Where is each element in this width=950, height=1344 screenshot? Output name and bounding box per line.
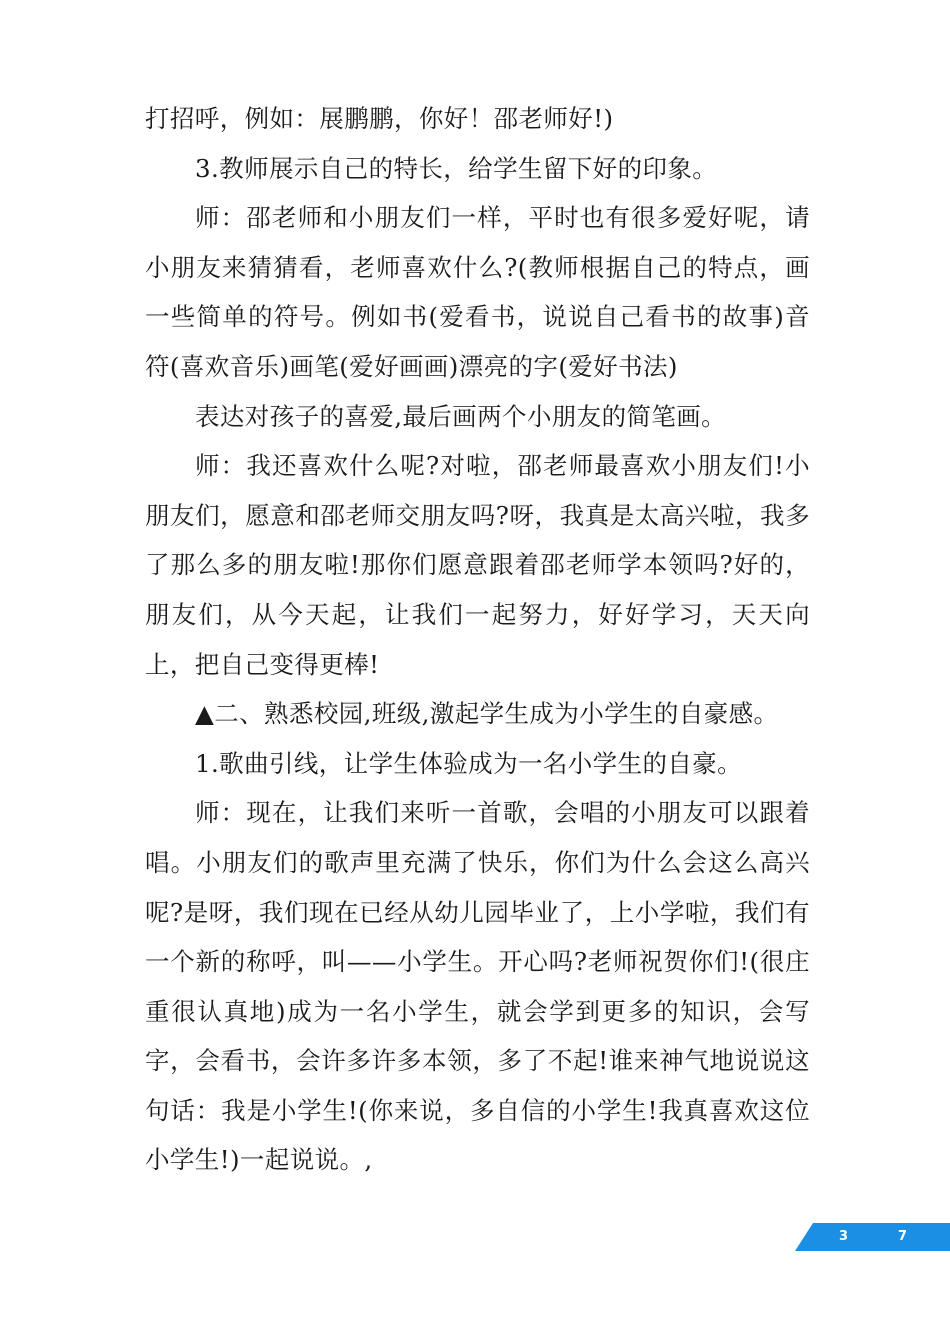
paragraph: 师：现在，让我们来听一首歌，会唱的小朋友可以跟着唱。小朋友们的歌声里充满了快乐，你们为什么会这么高兴呢?是呀，我们现在已经从幼儿园毕业了，上小学啦，我们有一个新的称呼，叫——小学生。开心吗?老师祝贺你们!(很庄重很认真地)成为一名小学生，就会学到更多的知识，会写字，会看书，会许多许多本领，多了不起!谁来神气地说说这句话：我是小学生!(你来说，多自信的小学生!我真喜欢这位小学生!)一起说说。, — [145, 798, 810, 1175]
paragraph: 3.教师展示自己的特长，给学生留下好的印象。 — [195, 153, 718, 183]
document-body — [145, 94, 810, 1185]
total-pages-number: 7 — [898, 1229, 908, 1244]
paragraph: 师：邵老师和小朋友们一样，平时也有很多爱好呢，请小朋友来猜猜看，老师喜欢什么?(教师根据自己的特点，画一些简单的符号。例如书(爱看书，说说自己看书的故事)音符(喜欢音乐)画笔(爱好画画)漂亮的字(爱好书法) — [145, 203, 810, 381]
page-tab-shape — [795, 1223, 950, 1251]
paragraph: 打招呼，例如：展鹏鹏，你好！邵老师好!) — [145, 104, 614, 133]
section-heading: ▲二、熟悉校园,班级,激起学生成为小学生的自豪感。 — [195, 699, 779, 729]
paragraph: 师：我还喜欢什么呢?对啦，邵老师最喜欢小朋友们!小朋友们，愿意和邵老师交朋友吗?呀，我真是太高兴啦，我多了那么多的朋友啦!那你们愿意跟着邵老师学本领吗?好的，朋友们，从今天起，让我们一起努力，好好学习，天天向上，把自己变得更棒! — [145, 451, 810, 679]
current-page-number: 3 — [839, 1229, 849, 1244]
page-indicator — [795, 1223, 950, 1251]
paragraph: 1.歌曲引线，让学生体验成为一名小学生的自豪。 — [195, 748, 743, 778]
paragraph: 表达对孩子的喜爱,最后画两个小朋友的简笔画。 — [195, 401, 727, 431]
